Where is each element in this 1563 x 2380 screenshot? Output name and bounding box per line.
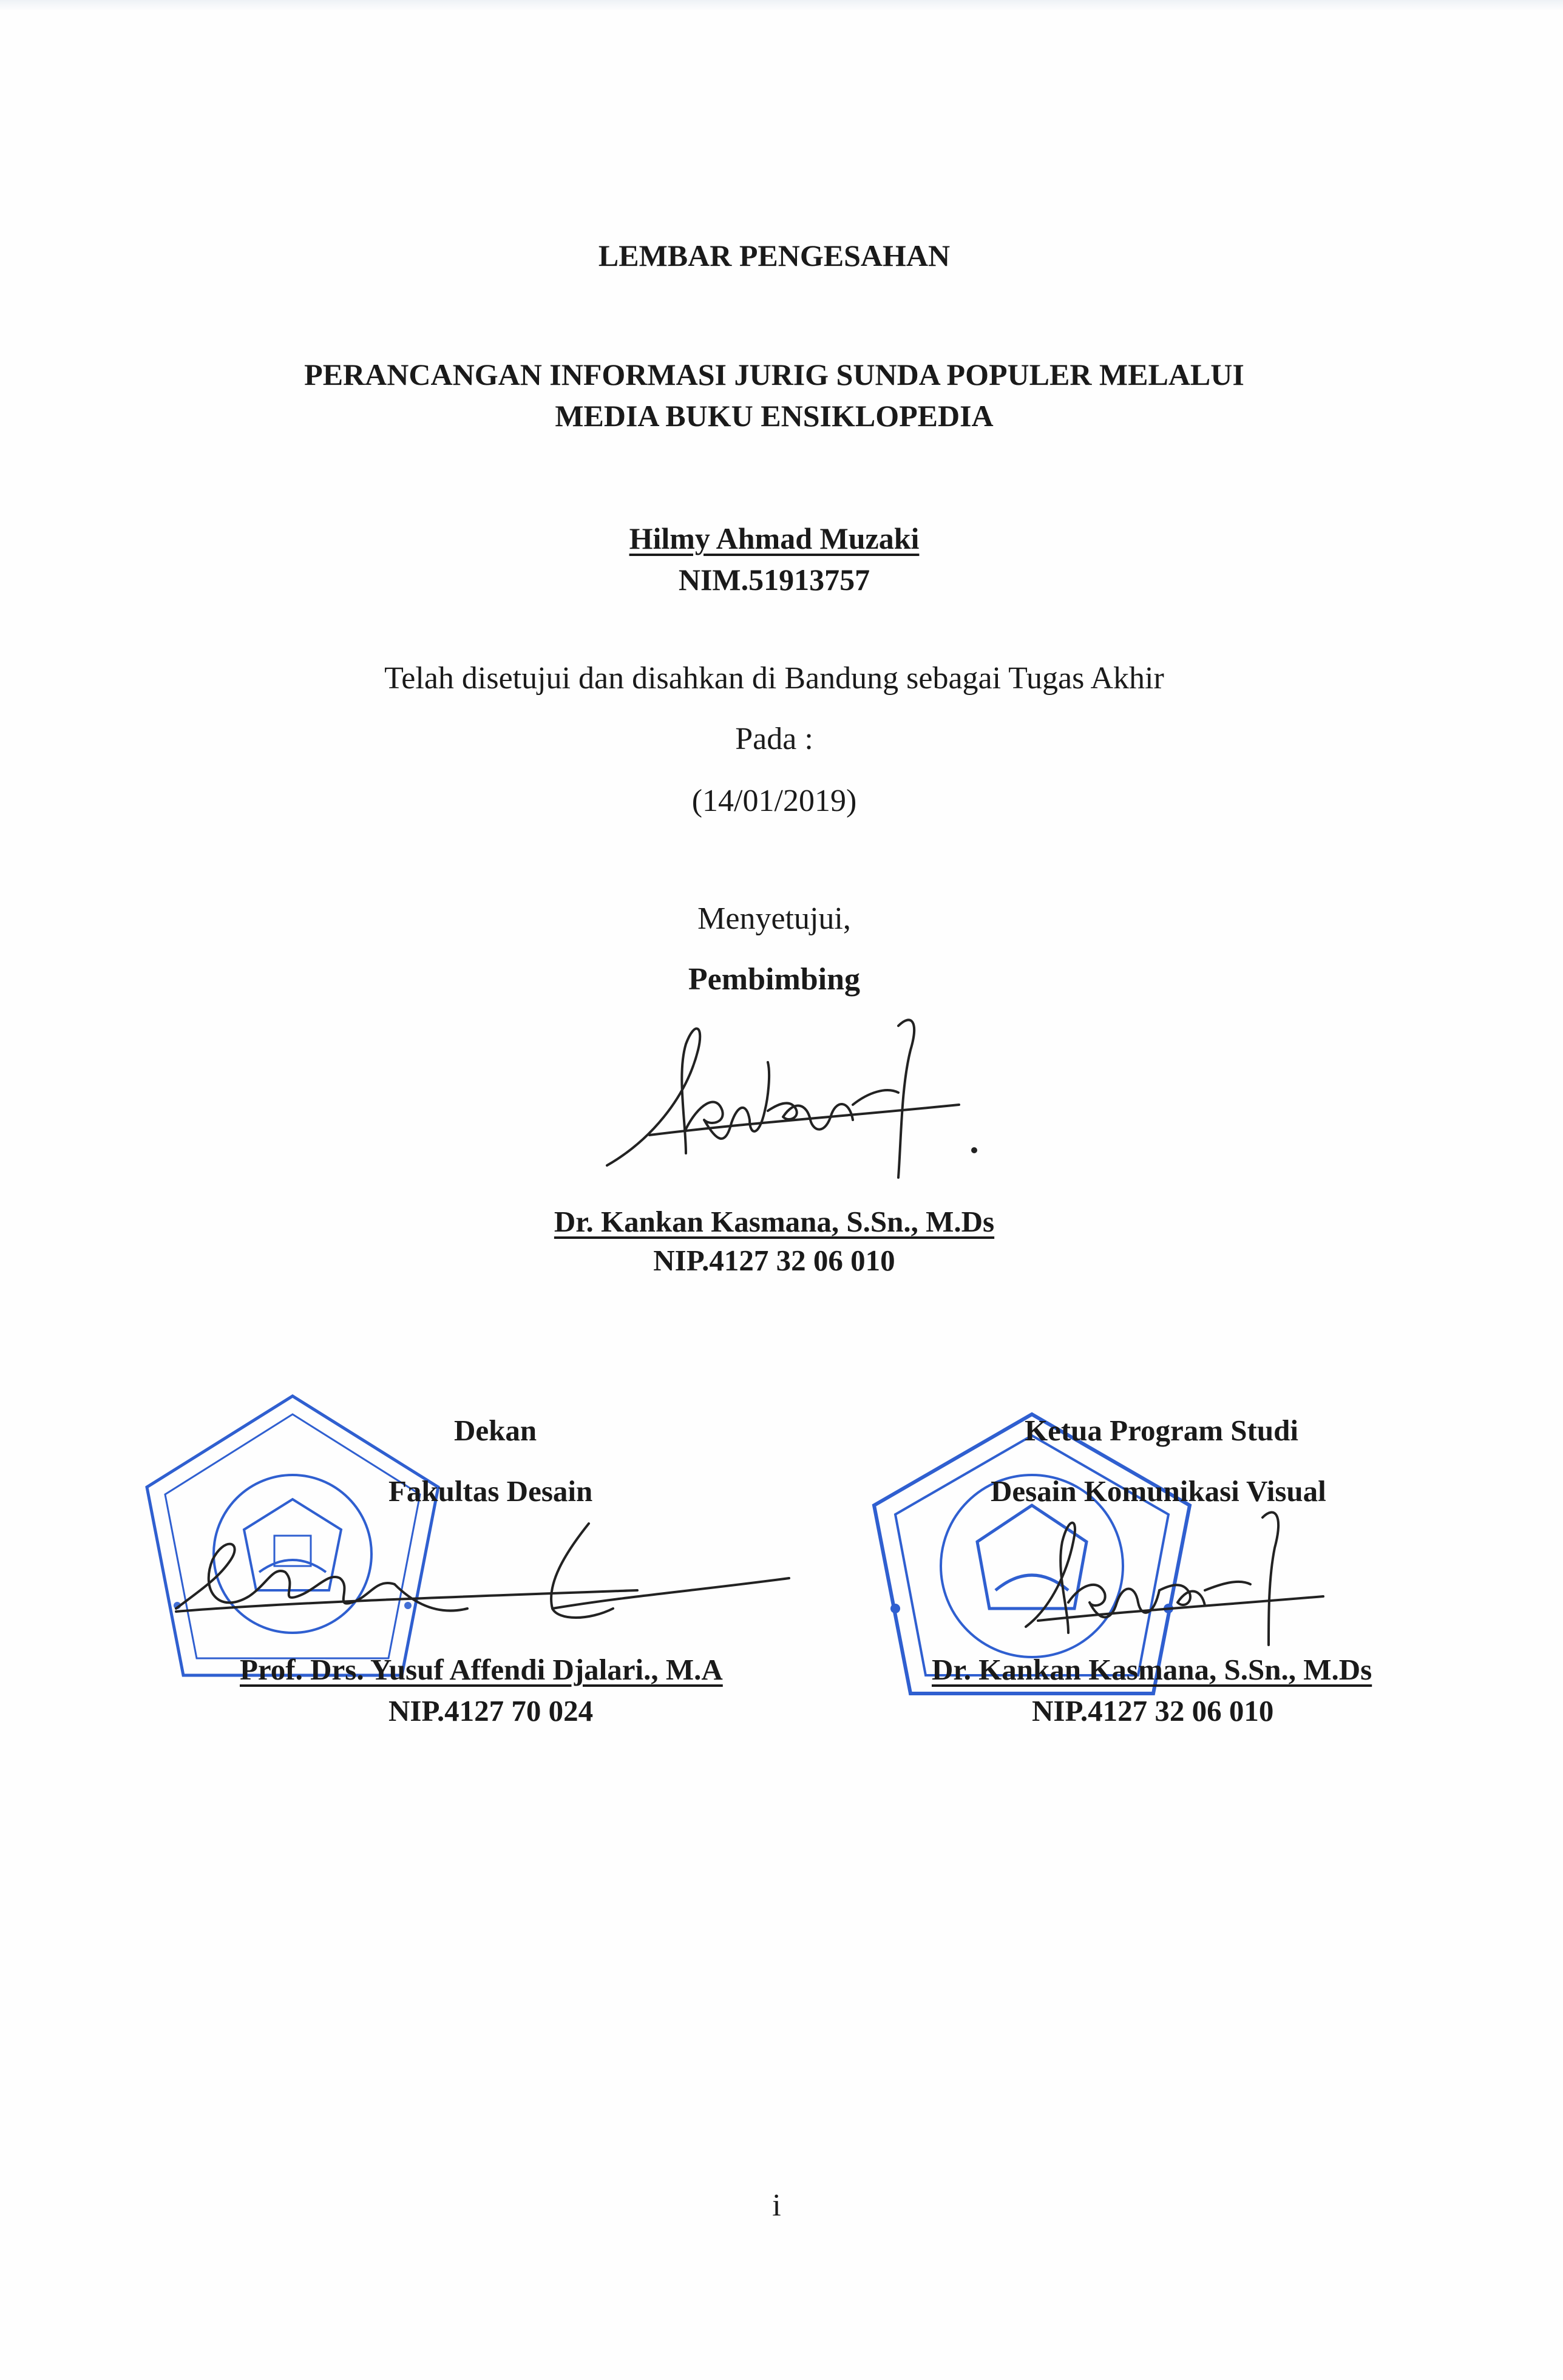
program-head-name-row bbox=[932, 1652, 1372, 1687]
dean-name: Prof. Drs. Yusuf Affendi Djalari., M.A bbox=[240, 1653, 723, 1686]
supervisor-nip: NIP.4127 32 06 010 bbox=[653, 1244, 895, 1277]
supervisor-signature-icon bbox=[595, 1002, 995, 1184]
thesis-title-line-2: MEDIA BUKU ENSIKLOPEDIA bbox=[555, 399, 994, 433]
author-name: Hilmy Ahmad Muzaki bbox=[629, 521, 920, 555]
author-nim: NIM.51913757 bbox=[678, 563, 870, 597]
program-role-line-2: Desain Komunikasi Visual bbox=[991, 1474, 1326, 1508]
dean-role-line-1: Dekan bbox=[454, 1414, 537, 1447]
dean-signature-icon bbox=[164, 1505, 801, 1663]
program-signature-icon bbox=[1002, 1493, 1341, 1651]
dean-role-line-2: Fakultas Desain bbox=[388, 1474, 593, 1508]
approval-date: (14/01/2019) bbox=[691, 784, 857, 818]
scan-edge bbox=[0, 0, 1563, 11]
program-head-name: Dr. Kankan Kasmana, S.Sn., M.Ds bbox=[932, 1653, 1372, 1686]
page-heading: LEMBAR PENGESAHAN bbox=[598, 239, 951, 273]
page-number: i bbox=[772, 2188, 781, 2223]
program-role-line-1: Ketua Program Studi bbox=[1025, 1414, 1298, 1447]
approve-word: Menyetujui, bbox=[697, 901, 851, 936]
supervisor-name-row bbox=[0, 1204, 1556, 1239]
dean-name-row bbox=[240, 1652, 723, 1687]
dean-nip: NIP.4127 70 024 bbox=[388, 1694, 594, 1727]
author-name-row bbox=[0, 521, 1556, 556]
thesis-title-line-1: PERANCANGAN INFORMASI JURIG SUNDA POPULER MELALUI bbox=[304, 358, 1244, 392]
approval-statement: Telah disetujui dan disahkan di Bandung sebagai Tugas Akhir bbox=[384, 661, 1164, 696]
program-head-nip: NIP.4127 32 06 010 bbox=[1032, 1694, 1274, 1727]
supervisor-name: Dr. Kankan Kasmana, S.Sn., M.Ds bbox=[554, 1205, 995, 1238]
supervisor-role: Pembimbing bbox=[688, 962, 861, 997]
date-label: Pada : bbox=[735, 722, 813, 756]
